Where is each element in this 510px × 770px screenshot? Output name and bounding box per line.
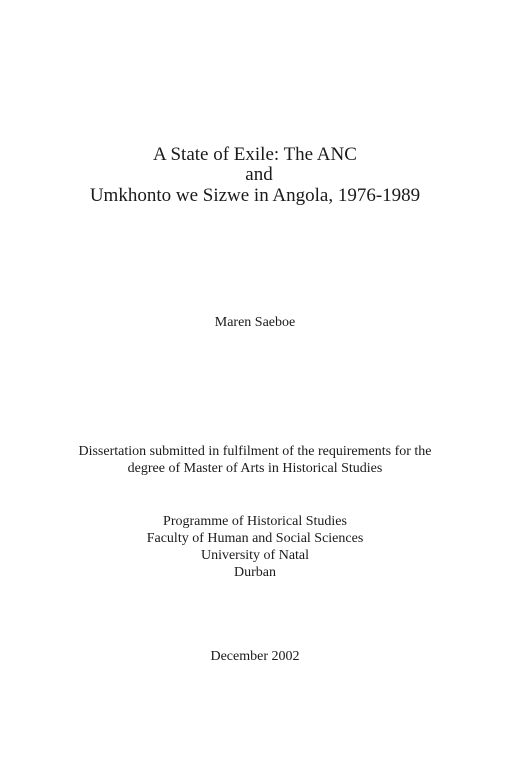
affiliation-programme: Programme of Historical Studies: [163, 514, 347, 529]
affiliation-university: University of Natal: [200, 548, 310, 563]
author-name: Maren Saeboe: [214, 315, 296, 330]
title-line-2: and: [245, 164, 273, 185]
title-line-3: Umkhonto we Sizwe in Angola, 1976-1989: [89, 185, 421, 206]
statement-line-2: degree of Master of Arts in Historical Studies: [127, 461, 383, 476]
submission-date: December 2002: [210, 649, 300, 664]
title-line-1: A State of Exile: The ANC: [153, 144, 357, 165]
statement-line-1: Dissertation submitted in fulfilment of the requirements for the: [78, 444, 432, 459]
affiliation-faculty: Faculty of Human and Social Sciences: [146, 531, 364, 546]
affiliation-city: Durban: [234, 565, 276, 580]
